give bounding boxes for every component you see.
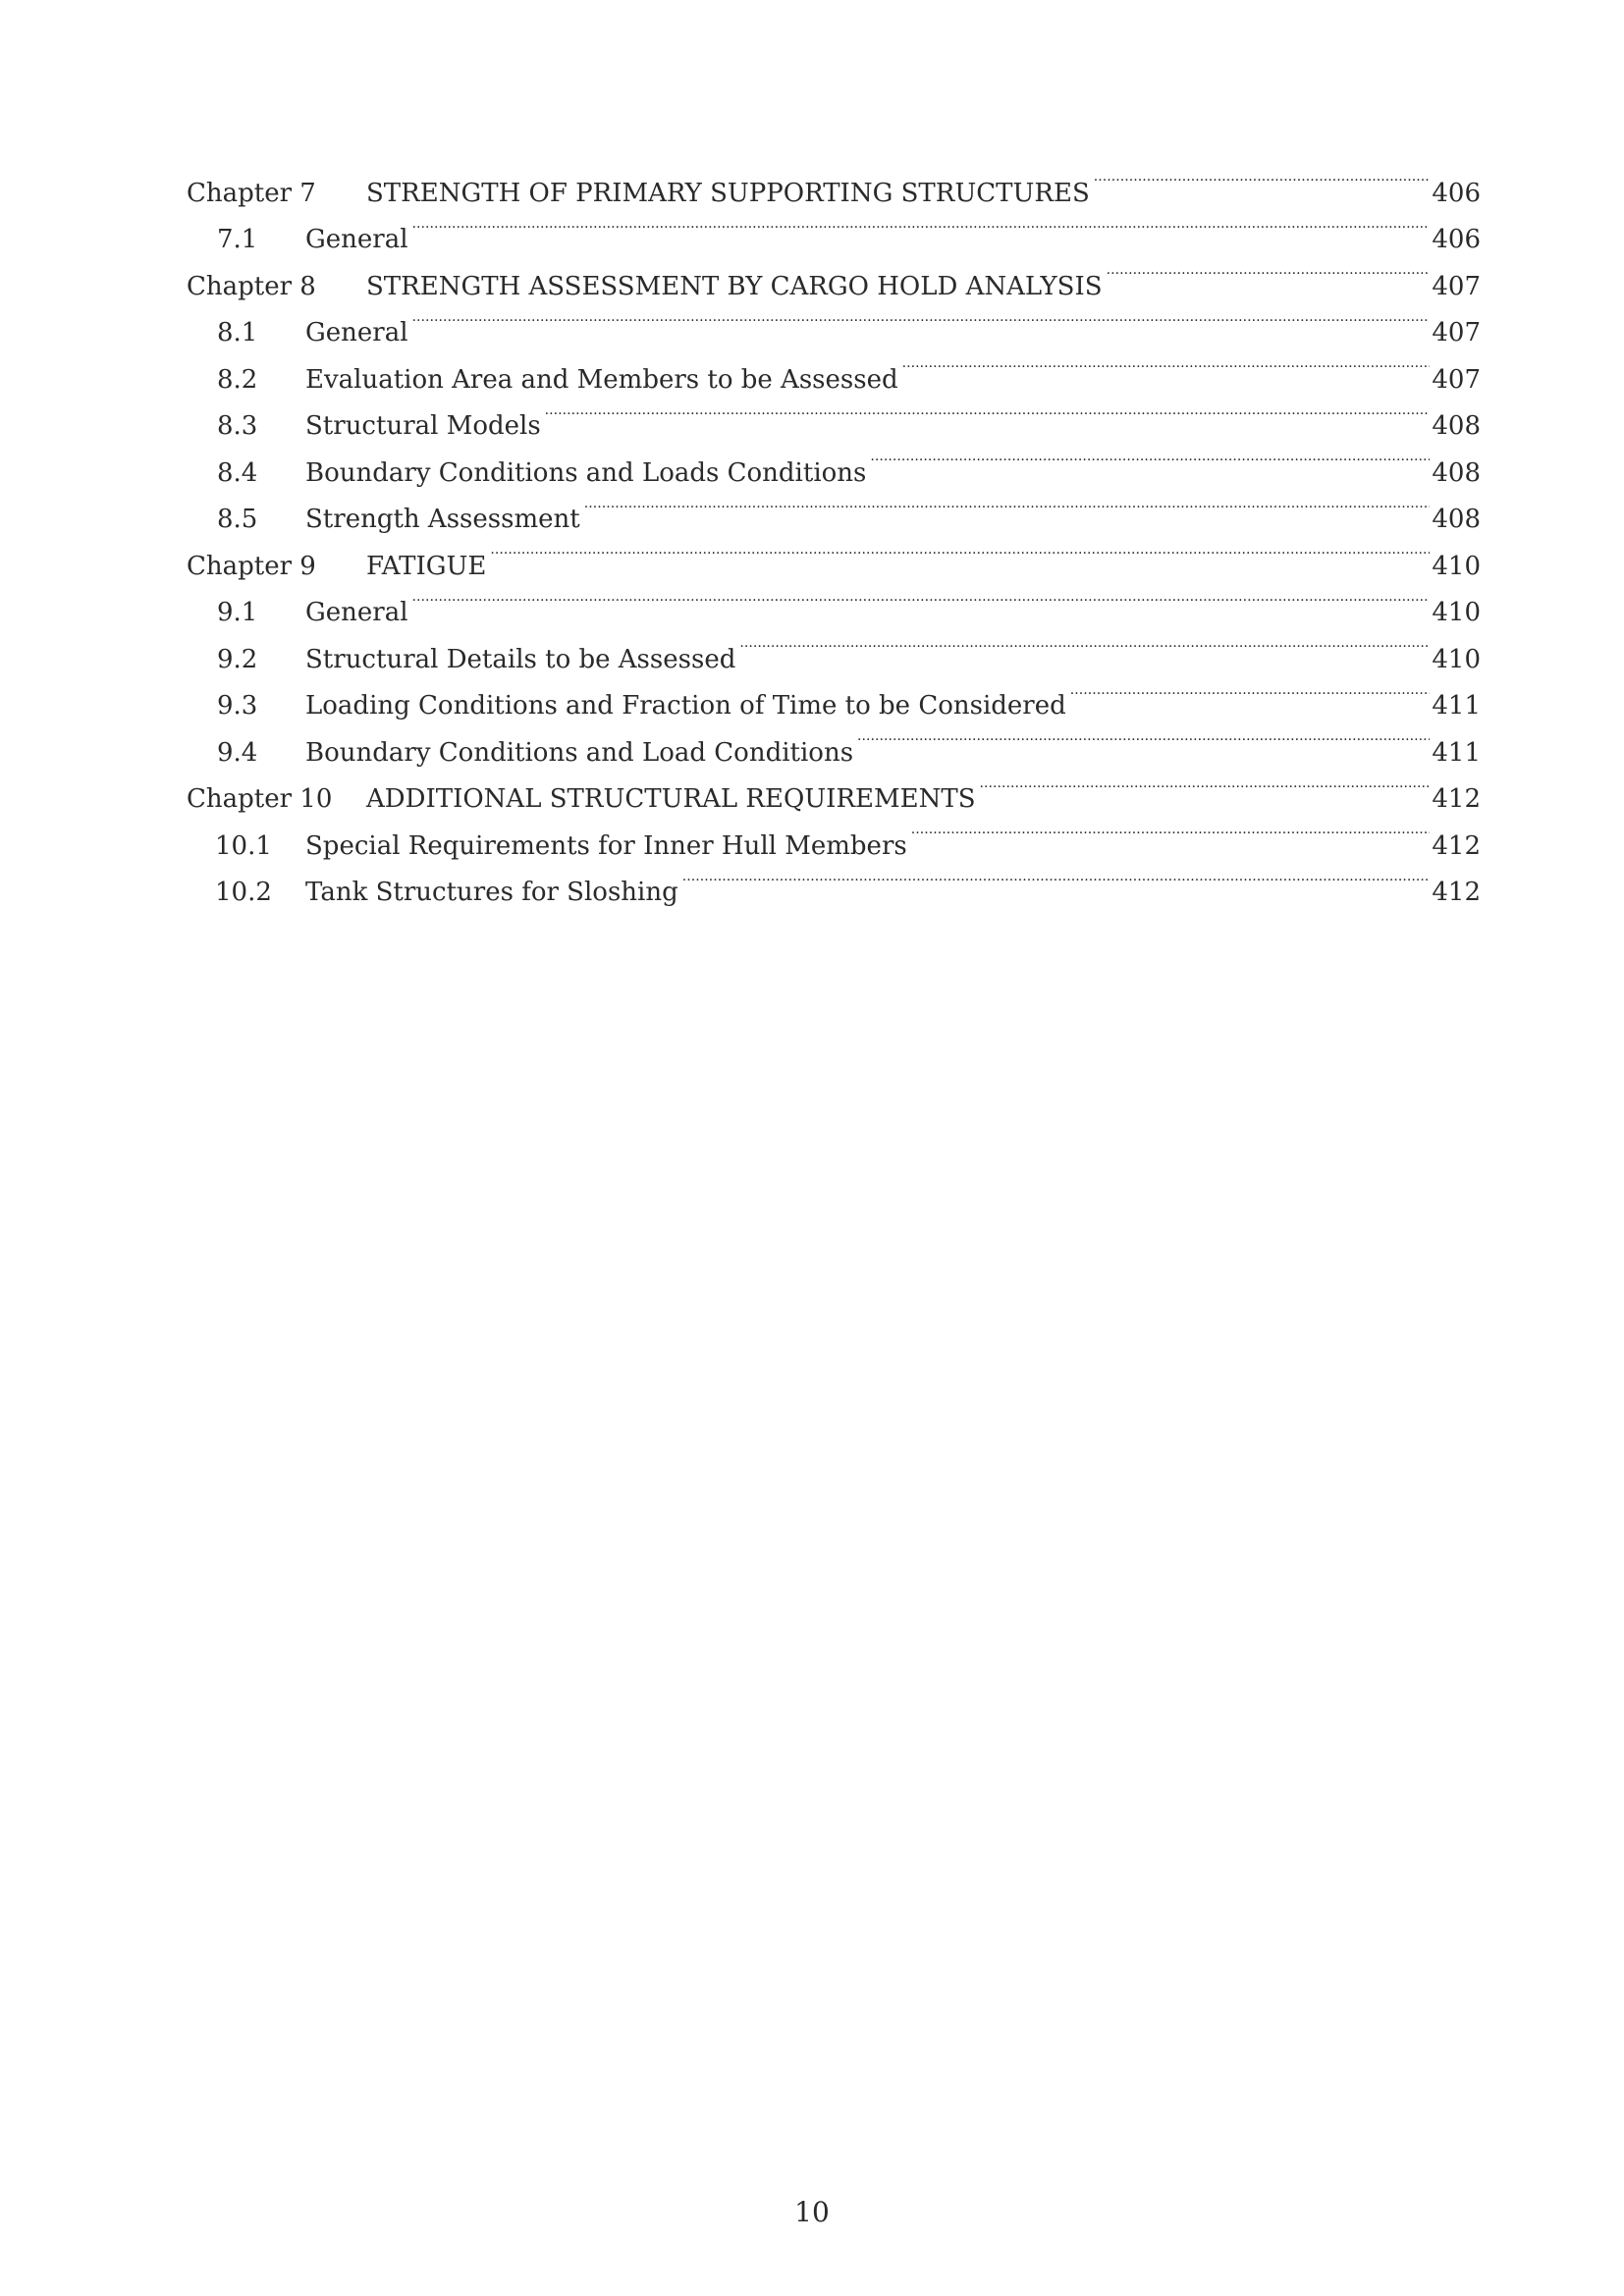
toc-entry-page: 408 [1432, 457, 1481, 488]
toc-entry-title: Strength Assessment [305, 505, 580, 534]
toc-entry-8-1[interactable] [187, 294, 1481, 347]
toc-entry-page: 408 [1432, 505, 1481, 534]
dot-leader [1094, 154, 1431, 201]
toc-entry-title: General [305, 598, 408, 627]
dot-leader [682, 854, 1431, 901]
toc-entry-title: Evaluation Area and Members to be Assessed [305, 364, 898, 395]
dot-leader [584, 481, 1431, 528]
toc-entry-number: 9.3 [217, 691, 258, 721]
toc-entry-number: 8.1 [217, 318, 258, 347]
dot-leader [980, 761, 1431, 808]
toc-entry-page: 411 [1432, 691, 1481, 721]
toc-entry-10-1[interactable] [187, 807, 1481, 861]
toc-entry-9-1[interactable] [187, 574, 1481, 627]
toc-entry-9-3[interactable] [187, 667, 1481, 721]
toc-entry-number: 10.2 [215, 878, 272, 907]
toc-entry-chapter-10[interactable] [187, 761, 1481, 814]
toc-entry-title: STRENGTH ASSESSMENT BY CARGO HOLD ANALYSIS [366, 271, 1103, 301]
dot-leader [490, 527, 1430, 574]
dot-leader [739, 620, 1430, 667]
dot-leader [412, 294, 1431, 342]
dot-leader [857, 714, 1430, 761]
toc-entry-number: 8.4 [217, 457, 258, 488]
toc-entry-number: Chapter 8 [187, 271, 316, 301]
toc-entry-page: 410 [1432, 551, 1481, 581]
toc-entry-page: 406 [1432, 178, 1481, 208]
toc-entry-page: 407 [1432, 318, 1481, 347]
toc-entry-number: 9.1 [217, 598, 258, 627]
toc-entry-number: 7.1 [217, 225, 258, 254]
toc-entry-page: 410 [1432, 644, 1481, 674]
toc-entry-page: 412 [1432, 830, 1481, 861]
toc-entry-title: FATIGUE [366, 551, 487, 581]
toc-entry-number: 9.2 [217, 644, 258, 674]
toc-entry-page: 410 [1432, 598, 1481, 627]
toc-entry-8-5[interactable] [187, 481, 1481, 534]
dot-leader [1070, 667, 1431, 715]
toc-entry-8-3[interactable] [187, 388, 1481, 441]
toc-entry-title: Boundary Conditions and Loads Conditions [305, 457, 867, 488]
dot-leader [412, 574, 1431, 621]
toc-entry-number: Chapter 7 [187, 178, 316, 208]
dot-leader [412, 201, 1431, 248]
toc-entry-number: 8.2 [217, 364, 258, 395]
toc-entry-8-4[interactable] [187, 434, 1481, 488]
toc-entry-title: Special Requirements for Inner Hull Members [305, 830, 907, 861]
toc-entry-page: 406 [1432, 225, 1481, 254]
toc-entry-7-1[interactable] [187, 201, 1481, 254]
toc-entry-number: 9.4 [217, 737, 258, 768]
toc-entry-chapter-9[interactable] [187, 527, 1481, 581]
toc-entry-number: 8.3 [217, 411, 258, 441]
toc-entry-title: Tank Structures for Sloshing [305, 878, 678, 907]
dot-leader [1107, 247, 1431, 294]
toc-entry-page: 412 [1432, 784, 1481, 814]
toc-entry-9-2[interactable] [187, 620, 1481, 674]
toc-entry-chapter-7[interactable] [187, 154, 1481, 208]
dot-leader [902, 341, 1431, 388]
toc-entry-title: Loading Conditions and Fraction of Time to be Considered [305, 691, 1066, 721]
page-number: 10 [794, 2196, 830, 2228]
toc-entry-number: 10.1 [215, 830, 272, 861]
toc-entry-title: Structural Details to be Assessed [305, 644, 736, 674]
toc-entry-title: ADDITIONAL STRUCTURAL REQUIREMENTS [366, 784, 976, 814]
toc-entry-title: General [305, 225, 408, 254]
toc-entry-8-2[interactable] [187, 341, 1481, 395]
toc-entry-title: Structural Models [305, 411, 541, 441]
toc-entry-title: STRENGTH OF PRIMARY SUPPORTING STRUCTURES [366, 178, 1090, 208]
toc-entry-page: 412 [1432, 878, 1481, 907]
toc-entry-page: 408 [1432, 411, 1481, 441]
toc-entry-chapter-8[interactable] [187, 247, 1481, 301]
dot-leader [545, 388, 1431, 435]
toc-entry-number: Chapter 10 [187, 784, 333, 814]
toc-entry-9-4[interactable] [187, 714, 1481, 768]
toc-entry-page: 411 [1432, 737, 1481, 768]
toc-entry-page: 407 [1432, 271, 1481, 301]
toc-entry-title: General [305, 318, 408, 347]
toc-entry-title: Boundary Conditions and Load Conditions [305, 737, 854, 768]
toc-entry-page: 407 [1432, 364, 1481, 395]
dot-leader [870, 434, 1430, 481]
toc-entry-10-2[interactable] [187, 854, 1481, 907]
table-of-contents [187, 154, 1481, 907]
toc-entry-number: Chapter 9 [187, 551, 316, 581]
dot-leader [911, 807, 1431, 854]
toc-entry-number: 8.5 [217, 505, 258, 534]
